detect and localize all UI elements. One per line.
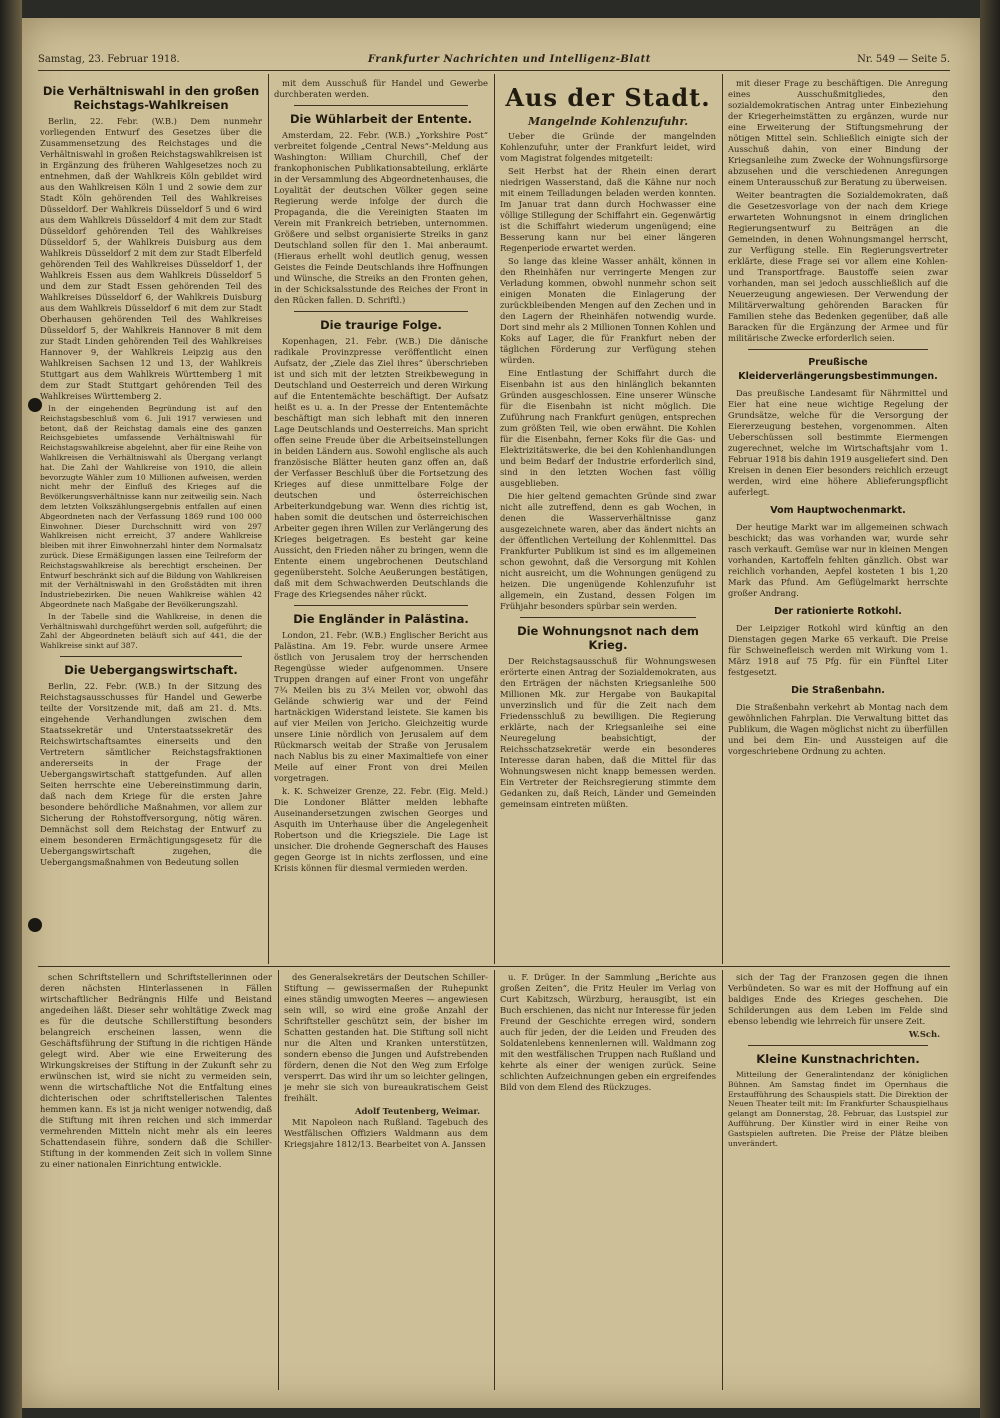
article-title-strassenbahn: Die Straßenbahn.: [791, 685, 885, 696]
section-title-aus-der-stadt: Aus der Stadt.: [505, 83, 711, 112]
column-3: [500, 78, 716, 962]
article-title-traurige-folge: Die traurige Folge.: [320, 318, 442, 332]
divider: [520, 617, 696, 618]
section-rule: [38, 966, 950, 967]
article-paragraph: London, 21. Febr. (W.B.) Englischer Bericht aus Palästina. Am 19. Febr. wurde unsere Armee östlich von Jerusalem troy der herrschenden Regengüsse wieder aufgenommen. Unsere Truppen drangen auf einer Front von ungefähr 7¾ Meilen bis zu 3¼ Meilen vor, obwohl das Gelände schwierig war und der Feind hartnäckigen Widerstand leistete. Sie kamen bis auf vier Meilen von Jericho. Gleichzeitig wurde unsere Linie nördlich von Jerusalem auf dem Rückmarsch weitab der Straße von Jerusalem nach Nablus bis zu einer Maximaltiefe von einer Meile auf einer Front von drei Meilen vorgetragen.: [274, 630, 488, 783]
article-paragraph: u. F. Drüger. In der Sammlung „Berichte aus großen Zeiten“, die Fritz Heuler im Verlag von Curt Kabitzsch, Würzburg, herausgibt, ist ein Buch erschienen, das nicht nur Interesse für jeden Freund der Geschichte erregen wird, sondern auch für jeden, der die Leiden und Freuden des Soldatenlebens kennenlernen will. Waldmann zog mit den westfälischen Truppen nach Rußland und kehrte als einer der wenigen zurück. Seine schlichten Aufzeichnungen geben ein ergreifendes Bild von dem Elend des Rückzuges.: [500, 972, 716, 1092]
article-title-uebergangswirtschaft: Die Uebergangswirtschaft.: [64, 662, 238, 677]
article-title-wohnungsnot: Die Wohnungsnot nach dem Krieg.: [517, 624, 699, 652]
article-paragraph: Die Straßenbahn verkehrt ab Montag nach dem gewöhnlichen Fahrplan. Die Verwaltung bittet das Publikum, die Wagen möglichst nicht zu überfüllen und bei dem Ein- und Aussteigen auf die vorgeschriebene Ordnung zu achten.: [728, 702, 948, 756]
article-title-wochenmarkt: Vom Hauptwochenmarkt.: [770, 505, 906, 516]
header-issue: Nr. 549 — Seite 5.: [857, 54, 950, 65]
divider: [294, 311, 468, 312]
article-paragraph: schen Schriftstellern und Schriftstellerinnen oder deren nächsten Hinterlassenen in Fällen wirtschaftlicher Bedrängnis Hilfe und Beistand angedeihen läßt. Dieser sehr wohltätige Zweck mag es für die deutsche Schillerstiftung besonders belangreich erscheinen lassen, wenn die Geschäftsführung der Stiftung in die richtigen Hände gelegt wird. Aber wie eine Erweiterung des Wirkungskreises der Stiftung in der Zukunft sehr zu erwünschen ist, wird sie nicht zu vermeiden sein, wenn die wirtschaftliche Not die Entfaltung eines dichterischen oder schriftstellerischen Talentes hemmen kann. Es ist ja nicht weniger notwendig, daß die Stiftung mit ihren reichen und sich immerdar vermehrenden Mitteln nicht mehr als ein leeres Schattendasein führe, sondern daß die Schiller-Stiftung in der kommenden Zeit sich in vollem Sinne zu einer nationalen Einrichtung entwickle.: [40, 972, 272, 1169]
column-rule: [722, 970, 723, 1390]
article-title-verhaeltniswahl: Die Verhältniswahl in den großen Reichstags-Wahlkreisen: [42, 84, 260, 112]
article-paragraph: Kopenhagen, 21. Febr. (W.B.) Die dänische radikale Provinzpresse veröffentlicht einen Aufsatz, der „Ziele das Ziel ihres“ überschrieben ist und sich mit der letzten Streikbewegung in Deutschland und Oesterreich und deren Wirkung auf die Ententemächte beschäftigt. Der Aufsatz heißt es u. a. In der Presse der Ententemächte beschäftigt man sich lebhaft mit den inneren Lage Deutschlands und Oesterreichs. Man spricht offen seine Freude über die Arbeitseinstellungen in beiden Ländern aus. Sowohl englische als auch französische Blätter heuten ganz offen an, daß der Verfasser Beschluß über die Fortsetzung des Krieges auf diese unmittelbare Folge der deutschen und österreichischen Arbeiterkundgebung war. Wenn dies richtig ist, haben somit die deutschen und österreichischen Arbeiter gegen ihren Willen zur Verlängerung des Krieges beigetragen. Es besteht gar keine Aussicht, den Frieden näher zu bringen, wenn die Entente einem ungebrochenen Deutschland gegenübersteht. Solche Aeußerungen bestätigen, daß mit dem Schwachwerden Deutschlands die Frage des Kriegsendes näher rückt.: [274, 336, 488, 599]
article-paragraph: mit dieser Frage zu beschäftigen. Die Anregung eines Ausschußmitgliedes, den sozialdemokratischen Antrag unter Einbeziehung der Kriegerheimstätten zu ergänzen, wurde nur eine Erweiterung der Stiftungsmehrung der nötigen Mittel sein. Schließlich einigte sich der Ausschuß dahin, von einer Bindung der Kriegsanleihe zum Zwecke der Wohnungsfürsorge abzusehen und die verschiedenen Anregungen einem Unterausschuß zur Beratung zu überweisen.: [728, 78, 948, 187]
article-title-rotkohl: Der rationierte Rotkohl.: [774, 606, 902, 617]
column-4: [728, 78, 948, 962]
article-paragraph: Der Leipziger Rotkohl wird künftig an den Dienstagen gegen Marke 65 verkauft. Die Preise für Schweinefleisch werden mit Wirkung vom 1. März 1918 auf 75 Pfg. für ein Fünftel Liter festgesetzt.: [728, 623, 948, 677]
article-title-kunstnachrichten: Kleine Kunstnachrichten.: [756, 1052, 920, 1066]
article-paragraph: Weiter beantragten die Sozialdemokraten, daß die Gesetzesvorlage von der nach dem Kriege erwarteten Wohnungsnot in einem dringlichen Regierungsentwurf zu Beiträgen an die Gemeinden, in denen Wohnungsmangel herrscht, zur Verfügung stelle. Ein Regierungsvertreter erklärte, diese Frage sei vor allem eine Kohlen- und Transportfrage. Baustoffe seien zwar vorhanden, man sei jedoch ausschließlich auf die Neuerzeugung angewiesen. Der Verwendung der Militärverwaltung gehörenden Baracken für Familien stehe das Bedenken gegenüber, daß alle Baracken für die Ergänzung der Armee und für militärische Zwecke erforderlich seien.: [728, 190, 948, 343]
article-paragraph: Das preußische Landesamt für Nährmittel und Eier hat eine neue wichtige Regelung der Grundsätze, welche für die Versorgung der Eiererzeugung bestehen, vorgenommen. Alten Ueberschüssen soll bestimmte Eiermengen zugerechnet, welche im Wirtschaftsjahr vom 1. Februar 1918 bis dahin 1919 ausgeliefert sind. Den Kreisen in denen Eier besonders reichlich erzeugt werden, wird eine höhere Ablieferungspflicht auferlegt.: [728, 388, 948, 497]
column-rule: [268, 74, 269, 964]
lower-column-1: [40, 972, 272, 1386]
article-title-palaestina: Die Engländer in Palästina.: [293, 612, 469, 626]
divider: [748, 349, 928, 350]
article-paragraph: Mit Napoleon nach Rußland. Tagebuch des Westfälischen Offiziers Waldmann aus dem Kriegsjahre 1812/13. Bearbeitet von A. Janssen: [284, 1117, 488, 1149]
divider: [748, 1045, 928, 1046]
page-edge-right: [980, 0, 1000, 1418]
article-paragraph: Eine Entlastung der Schiffahrt durch die Eisenbahn ist aus den hinlänglich bekannten Gründen ausgeschlossen. Eine unserer Wünsche für die Eisenbahn ist nicht möglich. Die Zuführung nach Frankfurt genügen, entsprechen zum größten Teil, wie oben erwähnt. Die Kohlen für die Eisenbahn, ferner Koks für die Gas- und Elektrizitätswerke, die bei den Kohlenhandlungen und beim Bedarf der Industrie erforderlich sind, sind in den letzten Wochen fast völlig ausgeblieben.: [500, 368, 716, 488]
article-title-preussische: Preußische Kleiderverlängerungsbestimmungen.: [738, 357, 938, 382]
article-paragraph: Mitteilung der Generalintendanz der königlichen Bühnen. Am Samstag findet im Opernhaus die Erstaufführung des Schauspiels statt. Die Direktion der Neuen Theater teilt mit: Im Frankfurter Schauspielhaus gelangt am Donnerstag, 28. Februar, das Lustspiel zur Aufführung. Der Künstler wird in einer Reihe von Gastspielen auftreten. Die Preise der Plätze bleiben unverändert.: [728, 1070, 948, 1148]
article-paragraph: Die hier geltend gemachten Gründe sind zwar nicht alle zutreffend, denn es gab Wochen, in denen die Wasserverhältnisse ganz ausgezeichnete waren, aber das ändert nichts an der öffentlichen Verteilung der Kohlenmittel. Das Frankfurter Publikum ist sind es im allgemeinen schon gewohnt, daß die Versorgung mit Kohlen nicht ausreicht, um die Wohnungen genügend zu heizen. Die ungenügende Kohlenzufuhr ist allgemein, ein Zustand, dessen Folgen im Frühjahr besonders spürbar sein werden.: [500, 491, 716, 611]
article-paragraph: Ueber die Gründe der mangelnden Kohlenzufuhr, unter der Frankfurt leidet, wird vom Magistrat folgendes mitgeteilt:: [500, 131, 716, 163]
lower-column-2: [284, 972, 488, 1386]
column-rule: [278, 970, 279, 1390]
column-rule: [722, 74, 723, 964]
article-subtitle-kohlenzufuhr: Mangelnde Kohlenzufuhr.: [527, 115, 689, 128]
article-paragraph: Der heutige Markt war im allgemeinen schwach beschickt; das was vorhanden war, wurde sehr rasch verkauft. Gemüse war nur in kleinen Mengen vorhanden, Kartoffeln fehlten gänzlich. Obst war reichlich vorhanden, Aepfel kosteten 1 bis 1,20 Mark das Pfund. Am Geflügelmarkt herrschte großer Andrang.: [728, 522, 948, 598]
article-paragraph: So lange das kleine Wasser anhält, können in den Rheinhäfen nur verringerte Mengen zur Verladung kommen, obwohl nunmehr schon seit einigen Monaten die Einlagerung der zurückbleibenden Mengen auf den Zechen und in den Lagern der Rheinhäfen notwendig wurde. Dort sind mehr als 2 Millionen Tonnen Kohlen und Koks auf Lager, die für Frankfurt neben der täglichen Förderung zur Verfügung stehen würden.: [500, 256, 716, 365]
column-2: [274, 78, 488, 962]
author-signature: W.Sch.: [908, 1029, 940, 1039]
article-paragraph: Seit Herbst hat der Rhein einen derart niedrigen Wasserstand, daß die Kähne nur noch mit einem Teilladungen beladen werden konnten. Im Januar trat dann durch Hochwasser eine völlige Stillegung der Schiffahrt ein. Gegenwärtig ist die Schiffahrt wiederum ungenügend; eine Besserung kann nur bei einer längeren Regenperiode erwartet werden.: [500, 166, 716, 253]
page-header: [38, 54, 950, 71]
article-paragraph: In der Tabelle sind die Wahlkreise, in denen die Verhältniswahl durchgeführt werden soll, aufgeführt; die Zahl der Abgeordneten beläuft sich auf 441, die der Wahlkreise sinkt auf 387.: [40, 611, 262, 651]
article-paragraph: Berlin, 22. Febr. (W.B.) Dem nunmehr vorliegenden Entwurf des Gesetzes über die Zusammensetzung des Reichstages und die Verhältniswahl in großen Reichstagswahlkreisen ist in Ergänzung des früheren Wahlgesetzes noch zu entnehmen, daß der Wahlkreis Köln gebildet wird aus den Wahlkreisen Köln 1 und 2 sowie dem zur Stadt Köln gehörenden Teil des Wahlkreises Düsseldorf. Der Wahlkreis Düsseldorf 5 und 6 wird aus dem Wahlkreis Düsseldorf 4 mit dem zur Stadt Düsseldorf gehörenden Teil des Wahlkreises Düsseldorf 5, der Wahlkreis Duisburg aus dem Wahlkreis Düsseldorf 2 mit dem zur Stadt Elberfeld gehörenden Teil des Wahlkreises Düsseldorf 1, der Wahlkreis Essen aus dem Wahlkreis Düsseldorf 5 und dem zur Stadt Essen gehörenden Teil des Wahlkreises Düsseldorf 6, der Wahlkreis Duisburg aus dem Wahlkreis Düsseldorf 6 mit dem zur Stadt Oberhausen gehörenden Teil des Wahlkreises Düsseldorf 5, der Wahlkreis Hannover 8 mit dem zur Stadt Linden gehörenden Teil des Wahlkreises Hannover 9, der Wahlkreis Leipzig aus den Wahlkreisen Sachsen 12 und 13, der Wahlkreis Stuttgart aus dem Wahlkreis Württemberg 1 mit dem zur Stadt Stuttgart gehörenden Teil des Wahlkreises Württemberg 2.: [40, 116, 262, 401]
divider: [60, 656, 242, 657]
lower-column-4: [728, 972, 948, 1386]
article-paragraph: des Generalsekretärs der Deutschen Schiller-Stiftung — gewissermaßen der Ruhepunkt eines ständig umwogten Meeres — angewiesen sein will, so wird eine große Anzahl der Schriftsteller geschützt sein, der bisher im Schatten gestanden hat. Die Stiftung soll nicht nur die Alten und Kranken unterstützen, sondern ebenso die Jungen und Aufstrebenden fördern, denen die Not den Weg zum Erfolge versperrt. Das wird ihr um so leichter gelingen, je mehr sie sich von bureaukratischem Geist freihält.: [284, 972, 488, 1103]
divider: [294, 605, 468, 606]
author-signature: Adolf Teutenberg, Weimar.: [355, 1106, 480, 1116]
article-paragraph: Berlin, 22. Febr. (W.B.) In der Sitzung des Reichstagsausschusses für Handel und Gewerbe teilte der Vorsitzende mit, daß am 21. d. Mts. eingehende Verhandlungen zwischen dem Staatssekretär und Unterstaatssekretär des Reichswirtschaftsamtes einerseits und den Vertretern sämtlicher Reichstagsfraktionen andererseits in der Frage der Uebergangswirtschaft stattgefunden. Auf allen Seiten herrschte eine Uebereinstimmung darin, daß nach dem Kriege für die ersten Jahre besondere behördliche Maßnahmen, vor allem zur Sicherung der Rohstoffversorgung, nötig wären. Demnächst soll dem Reichstag der Entwurf zu einem besonderen Ermächtigungsgesetz für die Uebergangswirtschaft zugehen, die Uebergangsmaßnahmen von Bedeutung sollen: [40, 680, 262, 867]
page-edge-left: [0, 0, 22, 1418]
article-paragraph: Amsterdam, 22. Febr. (W.B.) „Yorkshire Post“ verbreitet folgende „Central News“-Meldung aus Washington: William Churchill, Chef der frankophonischen Publikationsabteilung, erklärte in der Versammlung des Abgeordnetenhauses, die Loyalität der deutschen Völker gegen seine Regierung werde infolge der durch die Propaganda, die die Vereinigten Staaten im Verein mit Frankreich betrieben, unternommen. Größere und selbst organisierte Streiks in ganz Deutschland sollen für den 1. Mai anberaumt. (Hieraus erhellt wohl deutlich genug, wessen Geistes die Feinde Deutschlands ihre Hoffnungen und Wünsche, die Streiks an den Fronten gehen, in der Schicksalsstunde des Reiches der Front in den Rücken fallen. D. Schriftl.): [274, 130, 488, 305]
column-rule: [494, 74, 495, 964]
article-paragraph: In der eingehenden Begründung ist auf den Reichstagsbeschluß vom 6. Juli 1917 verwiesen und betont, daß der Reichstag damals eine des ganzen Reichsgebietes umfassende Verhältniswahl für Reichstagswahlkreise abgelehnt, aber für eine Reihe von Wahlkreisen die Verhältniswahl als Übergang verlangt hat. Die Zahl der Wahlkreise von 1910, die allein bevorzugte Wähler zum 10 Millionen aufweisen, werden nicht mehr der Einfluß des Krieges auf die Bevölkerungsverhältnisse kann nur zeitweilig sein. Nach dem letzten Volkszählungsergebnis entfallen auf einen Abgeordneten nach der Verfassung 1869 rund 100 000 Einwohner. Dieser Durchschnitt wird von 297 Wahlkreisen nicht erreicht, 37 andere Wahlkreise bleiben mit ihrer Einwohnerzahl hinter dem Normalsatz zurück. Diese Ermäßigungen lassen eine Teilreform der Reichstagswahlkreise als berechtigt erscheinen. Der Entwurf beschränkt sich auf die Bildung von Wahlkreisen mit der Verhältniswahl in den Großstädten mit ihren Industriebezirken. Die neuen Wahlkreise wählen 42 Abgeordnete nach Maßgabe der Bevölkerungszahl.: [40, 404, 262, 609]
article-title-wuehlarbeit: Die Wühlarbeit der Entente.: [289, 112, 473, 126]
header-masthead: Frankfurter Nachrichten und Intelligenz-Blatt: [368, 54, 651, 65]
article-paragraph: mit dem Ausschuß für Handel und Gewerbe durchberaten werden.: [274, 78, 488, 99]
header-date: Samstag, 23. Februar 1918.: [38, 54, 180, 65]
article-paragraph: Der Reichstagsausschuß für Wohnungswesen erörterte einen Antrag der Sozialdemokraten, aus den Erträgen der nächsten Kriegsanleihe 500 Millionen Mk. zur Hergabe von Baukapital unverzinslich und für die Zeit nach dem Friedensschluß zu bewilligen. Die Regierung erklärte, nach der Kriegsanleihe sei eine Neuregelung beabsichtigt, der Reichsschatzsekretär werde ein besonderes Interesse daran haben, daß die Mittel für das Wohnungswesen nicht knapp bemessen werden. Ein Vertreter der Reichsregierung stimmte dem Gedanken zu, daß Reich, Länder und Gemeinden gemeinsam eintreten müßten.: [500, 656, 716, 809]
column-rule: [494, 970, 495, 1390]
divider: [294, 105, 468, 106]
article-paragraph: sich der Tag der Franzosen gegen die ihnen Verbündeten. So war es mit der Hoffnung auf ein baldiges Ende des Krieges geschehen. Die Schilderungen aus dem Leben im Felde sind ebenso lebendig wie lehrreich für unsere Zeit.: [728, 972, 948, 1026]
column-1: [40, 78, 262, 962]
article-paragraph: k. K. Schweizer Grenze, 22. Febr. (Eig. Meld.) Die Londoner Blätter melden lebhafte Auseinandersetzungen zwischen Georges und Asquith im Unterhause über die Angelegenheit Robertson und die Kriegsziele. Die Lage ist unsicher. Die drohende Gegnerschaft des Hauses gegen George ist in nichts zerflossen, und eine Krisis können für diesmal vermieden werden.: [274, 786, 488, 873]
lower-column-3: [500, 972, 716, 1386]
